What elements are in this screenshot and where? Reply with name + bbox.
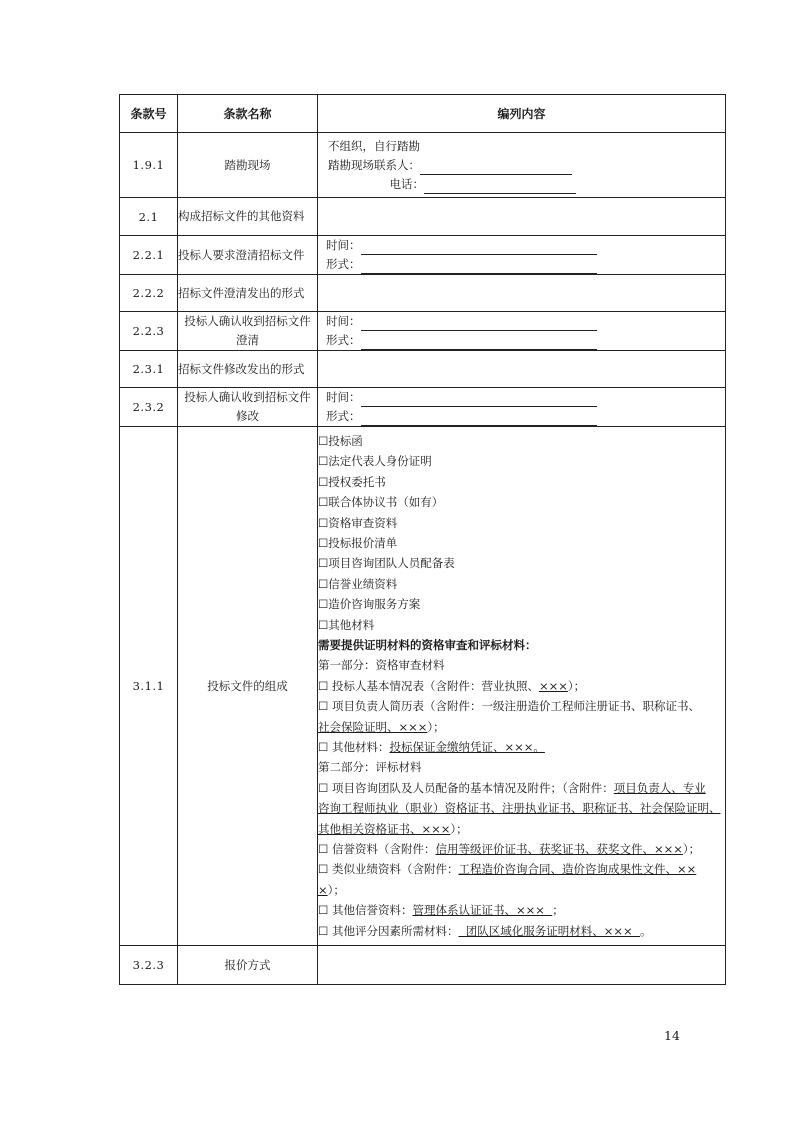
clause-content [318, 275, 726, 312]
blank-underline [361, 317, 597, 331]
material-item [318, 921, 725, 941]
part-title: 第一部分：资格审查材料 [318, 658, 445, 673]
material-item-continued [318, 798, 725, 818]
clause-number: 1.9.1 [120, 133, 178, 198]
checklist-item: ☐授权委托书 [318, 474, 386, 489]
item-text: ）； [567, 678, 586, 693]
clause-content [318, 946, 726, 985]
material-item-continued [318, 880, 725, 900]
table-header-row [120, 95, 726, 133]
material-item [318, 737, 725, 757]
item-text: ☐ 项目咨询团队及人员配备的基本情况及附件；（含附件： [318, 780, 614, 795]
item-attachments: 团队区域化服务证明材料、××× [458, 923, 640, 938]
clause-content [318, 388, 726, 427]
blank-underline [361, 260, 597, 274]
checklist-item: ☐项目咨询团队人员配备表 [318, 556, 455, 571]
checklist-item: ☐投标函 [318, 433, 363, 448]
item-attachments: 工程造价咨询合同、造价咨询成果性文件、×× [458, 862, 697, 877]
item-text: ）； [682, 842, 701, 857]
clause-name: 踏勘现场 [178, 133, 318, 198]
clause-name-line: 澄清 [236, 333, 259, 347]
table-row [120, 198, 726, 236]
checklist-item: ☐资格审查资料 [318, 515, 398, 530]
material-item: ☐ 项目负责人简历表（含附件：一级注册造价工程师注册证书、职称证书、 [318, 699, 700, 714]
material-item-continued [318, 717, 725, 737]
blank-underline [361, 412, 597, 426]
page-number: 14 [664, 1028, 680, 1043]
clause-number: 3.1.1 [120, 427, 178, 946]
item-text: ☐ 其他评分因素所需材料： [318, 923, 459, 938]
item-attachments: 投标保证金缴纳凭证、×××。 [389, 740, 545, 755]
item-attachments: 管理体系认证证书、××× [412, 903, 553, 918]
time-field [326, 312, 725, 331]
clause-name [178, 388, 318, 427]
checklist-item: ☐投标报价清单 [318, 535, 398, 550]
field-label: 形式： [326, 257, 361, 271]
material-item [318, 839, 725, 859]
blank-underline [361, 393, 597, 407]
item-text: ☐ 类似业绩资料（含附件： [318, 862, 459, 877]
item-attachments: ××× [538, 678, 568, 693]
clause-number: 2.2.3 [120, 312, 178, 351]
field-label: 形式： [326, 333, 361, 347]
clause-name [178, 312, 318, 351]
clause-content [318, 198, 726, 236]
form-field [326, 255, 725, 274]
item-attachments: 信用等级评价证书、获奖证书、获奖文件、××× [435, 842, 683, 857]
clause-name: 招标文件修改发出的形式 [178, 351, 318, 388]
time-field [326, 236, 725, 255]
clause-name: 投标人要求澄清招标文件 [178, 236, 318, 275]
checklist-item: ☐法定代表人身份证明 [318, 454, 432, 469]
material-item [318, 778, 725, 798]
clause-content [318, 312, 726, 351]
item-attachments: 其他相关资格证书、××× [318, 821, 451, 836]
header-clause-number: 条款号 [120, 95, 178, 133]
field-label: 时间： [326, 238, 361, 252]
item-attachments: 咨询工程师执业（职业）资格证书、注册执业证书、职称证书、社会保险证明、 [318, 801, 721, 816]
contact-field [328, 156, 725, 175]
form-field [326, 407, 725, 426]
field-label: 踏勘现场联系人： [328, 157, 420, 172]
clause-number: 2.2.1 [120, 236, 178, 275]
clause-name: 投标文件的组成 [178, 427, 318, 946]
item-text: ）； [327, 882, 345, 897]
header-clause-name: 条款名称 [178, 95, 318, 133]
table-row [120, 236, 726, 275]
material-item [318, 676, 725, 696]
bid-clause-table [119, 94, 726, 985]
blank-underline [361, 336, 597, 350]
checklist-item: ☐其他材料 [318, 617, 375, 632]
item-text: ☐ 投标人基本情况表（含附件：营业执照、 [318, 678, 539, 693]
clause-content [318, 133, 726, 198]
material-item [318, 859, 725, 879]
item-text: ； [552, 903, 564, 918]
item-attachments: × [318, 882, 328, 897]
table-row [120, 351, 726, 388]
clause-number: 2.1 [120, 198, 178, 236]
form-field [326, 331, 725, 350]
clause-number: 2.3.1 [120, 351, 178, 388]
table-row [120, 946, 726, 985]
table-row [120, 133, 726, 198]
checklist-item: ☐造价咨询服务方案 [318, 597, 421, 612]
item-text: ☐ 其他材料： [318, 740, 390, 755]
material-item-continued [318, 819, 725, 839]
table-row [120, 312, 726, 351]
table-row [120, 427, 726, 946]
clause-number: 2.3.2 [120, 388, 178, 427]
field-label: 时间： [326, 390, 361, 404]
item-text: ）； [450, 821, 468, 836]
clause-name-line: 投标人确认收到招标文件 [184, 314, 311, 328]
item-text: 。 [640, 923, 652, 938]
time-field [326, 388, 725, 407]
clause-name: 招标文件澄清发出的形式 [178, 275, 318, 312]
clause-number: 2.2.2 [120, 275, 178, 312]
blank-underline [361, 241, 597, 255]
blank-underline [420, 161, 572, 175]
item-text: ☐ 其他信誉资料： [318, 903, 413, 918]
field-label: 电话： [389, 176, 424, 191]
phone-field [328, 175, 725, 194]
clause-name: 报价方式 [178, 946, 318, 985]
clause-name: 构成招标文件的其他资料 [178, 198, 318, 236]
clause-number: 3.2.3 [120, 946, 178, 985]
clause-content [318, 236, 726, 275]
blank-underline [424, 180, 576, 194]
table-row [120, 275, 726, 312]
item-attachments: 项目负责人、专业 [613, 780, 706, 795]
item-attachments: 社会保险证明、××× [318, 719, 428, 734]
clause-name-line: 修改 [236, 409, 259, 423]
part-title: 第二部分：评标材料 [318, 760, 422, 775]
content-text: 不组织，自行踏勘 [328, 138, 420, 153]
field-label: 时间： [326, 314, 361, 328]
material-item [318, 900, 725, 920]
table-row [120, 388, 726, 427]
header-content: 编列内容 [318, 95, 726, 133]
checklist-item: ☐联合体协议书（如有） [318, 495, 444, 510]
checklist-item: ☐信誉业绩资料 [318, 576, 398, 591]
item-text: ☐ 信誉资料（含附件： [318, 842, 436, 857]
item-text: ）； [427, 719, 445, 734]
field-label: 形式： [326, 409, 361, 423]
clause-name-line: 投标人确认收到招标文件 [184, 390, 311, 404]
section-heading: 需要提供证明材料的资格审查和评标材料： [318, 637, 537, 652]
clause-content [318, 351, 726, 388]
clause-content [318, 427, 726, 946]
text-line [328, 137, 725, 156]
